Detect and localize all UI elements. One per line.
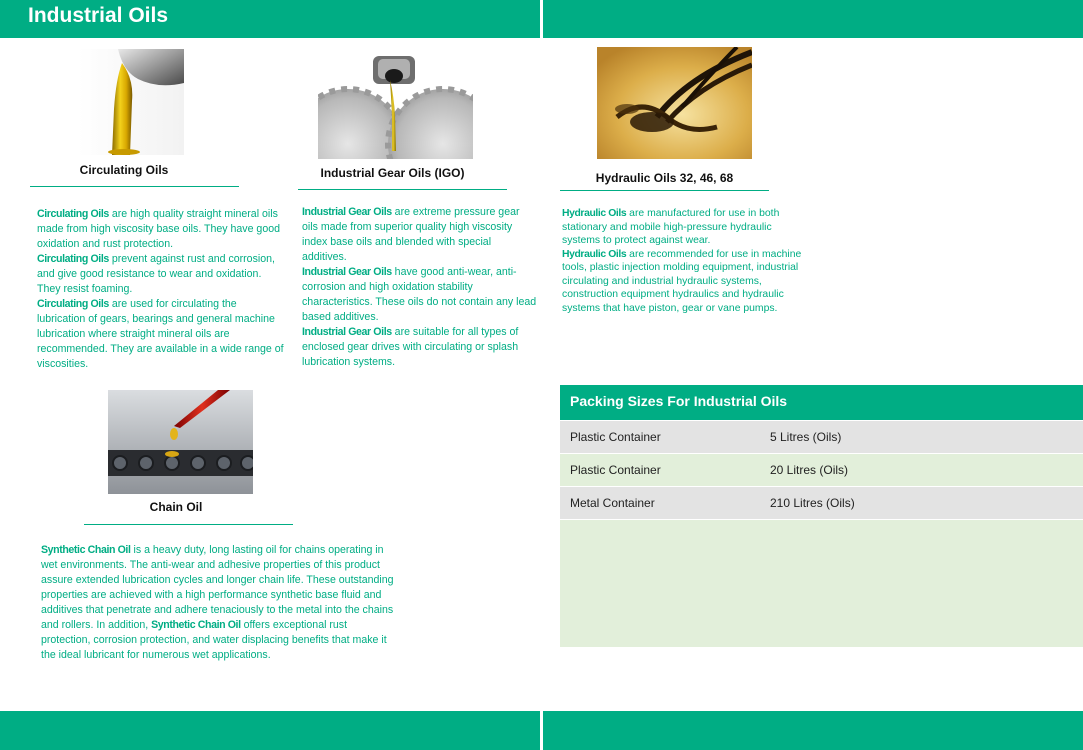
container-cell: Plastic Container: [570, 463, 661, 477]
product-term: Hydraulic Oils: [562, 208, 627, 219]
description-paragraph: [37, 207, 285, 252]
chain-oil-photo: [108, 390, 253, 494]
footer-band-right: [543, 711, 1083, 750]
product-term: Circulating Oils: [37, 253, 109, 265]
header-band-right: [543, 0, 1083, 38]
table-row: [560, 453, 1083, 486]
product-term: Synthetic Chain Oil: [151, 619, 241, 631]
description-text: prevent against rust and corrosion, and give good resistance to wear and oxidation. They resist foaming.: [37, 253, 275, 295]
description-text: are extreme pressure gear oils made from superior quality high viscosity index base oils and blended with special additives.: [302, 206, 520, 263]
description-text: have good anti-wear, anti-corrosion and high oxidation stability characteristics. These oils do not contain any lead based additives.: [302, 266, 537, 323]
description-paragraph: [562, 207, 802, 248]
description-text: are used for circulating the lubrication of gears, bearings and general machine lubrication where straight mineral oils are recommended. They are available in a wide range of viscosities.: [37, 298, 284, 370]
circulating-oil-photo: [78, 49, 184, 155]
description-paragraph: [302, 325, 538, 370]
description-paragraph: [562, 248, 802, 316]
gear-oils-divider: [298, 189, 507, 190]
product-term: Circulating Oils: [37, 298, 109, 310]
size-cell: 210 Litres (Oils): [770, 496, 855, 510]
gear-oils-description: [302, 205, 538, 370]
circulating-oils-caption: Circulating Oils: [79, 163, 169, 177]
description-text: is a heavy duty, long lasting oil for chains operating in wet environments. The anti-wear and adhesive properties of this product assure extended lubrication cycles and longer chain life. These outstanding properties are achieved with a high performance synthetic base fluid and additives that penetrate and adhere tenaciously to the metal into the chains and rollers. In addition,: [41, 544, 394, 631]
packing-sizes-table: [560, 385, 1083, 647]
gear-oils-caption: Industrial Gear Oils (IGO): [320, 166, 465, 180]
table-row: [560, 420, 1083, 453]
description-text: are recommended for use in machine tools, plastic injection molding equipment, industrial circulating and industrial hydraulic systems, construction equipment hydraulics and hydraulic systems that have piston, gear or vane pumps.: [562, 248, 802, 314]
description-text: offers exceptional rust protection, corrosion protection, and water displacing benefits that make it the ideal lubricant for numerous wet applications.: [41, 619, 387, 661]
gear-oil-photo: [318, 56, 473, 159]
product-term: Hydraulic Oils: [562, 248, 627, 260]
circulating-oils-divider: [30, 186, 239, 187]
hydraulic-oils-divider: [560, 190, 769, 191]
container-cell: Plastic Container: [570, 430, 661, 444]
description-paragraph: [302, 265, 538, 325]
hydraulic-oils-caption: Hydraulic Oils 32, 46, 68: [595, 171, 734, 185]
description-text: are high quality straight mineral oils made from high viscosity base oils. They have good oxidation and rust protection.: [37, 208, 280, 250]
description-paragraph: [37, 252, 285, 297]
chain-oil-divider: [84, 524, 293, 525]
product-term: Synthetic Chain Oil: [41, 544, 131, 556]
header-band-left: [0, 0, 540, 38]
size-cell: 20 Litres (Oils): [770, 463, 849, 477]
description-paragraph: [302, 205, 538, 265]
footer-band-left: [0, 711, 540, 750]
product-term: Circulating Oils: [37, 208, 109, 220]
product-term: Industrial Gear Oils: [302, 326, 392, 338]
table-row: [560, 486, 1083, 519]
description-paragraph: [37, 297, 285, 372]
packing-sizes-title: Packing Sizes For Industrial Oils: [560, 385, 1083, 420]
container-cell: Metal Container: [570, 496, 655, 510]
description-paragraph: [41, 543, 397, 663]
chain-oil-description: [41, 543, 397, 663]
circulating-oils-description: [37, 207, 285, 372]
page-title: Industrial Oils: [28, 4, 169, 27]
table-empty-area: [560, 519, 1083, 647]
product-term: Industrial Gear Oils: [302, 206, 392, 218]
product-term: Industrial Gear Oils: [302, 266, 392, 278]
hydraulic-oil-photo: [597, 47, 752, 159]
description-text: are manufactured for use in both stationary and mobile high-pressure hydraulic systems to protect against wear.: [562, 208, 780, 246]
size-cell: 5 Litres (Oils): [770, 430, 842, 444]
hydraulic-oils-description: [562, 207, 802, 315]
description-text: are suitable for all types of enclosed gear drives with circulating or splash lubrication systems.: [302, 326, 519, 368]
chain-oil-caption: Chain Oil: [149, 500, 203, 514]
